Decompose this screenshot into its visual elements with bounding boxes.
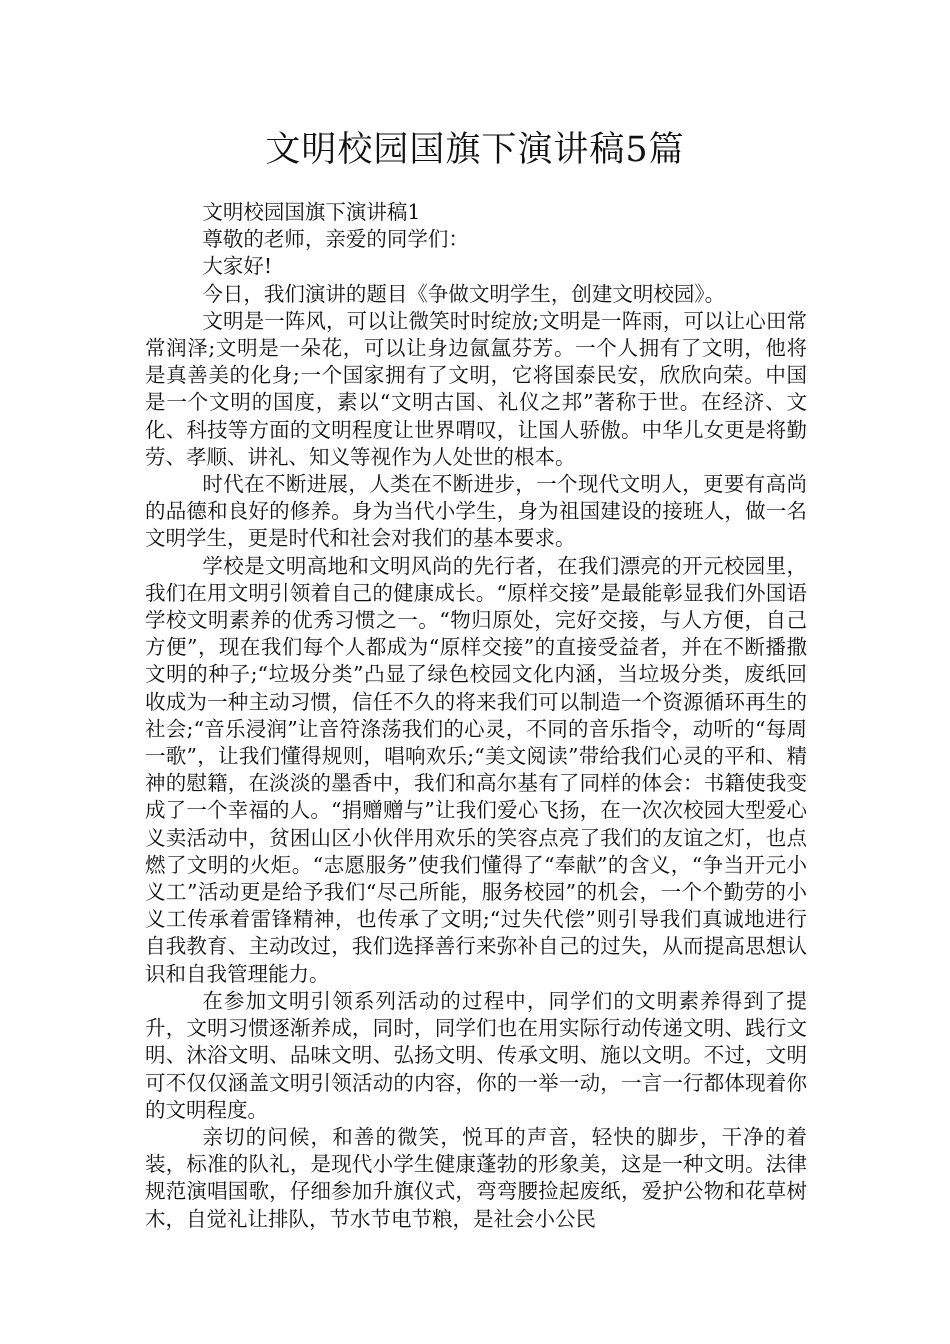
body-paragraph: 学校是文明高地和文明风尚的先行者，在我们漂亮的开元校园里，我们在用文明引领着自己的健康成长。“原样交接”是最能彰显我们外国语学校文明素养的优秀习惯之一。“物归原处，完好交接，与人方便，自己方便”，现在我们每个人都成为“原样交接”的直接受益者，并在不断播撒文明的种子;“垃圾分类”凸显了绿色校园文化内涵，当垃圾分类，废纸回收成为一种主动习惯，信任不久的将来我们可以制造一个资源循环再生的社会;“音乐浸润”让音符涤荡我们的心灵，不同的音乐指令，动听的“每周一歌”，让我们懂得规则，唱响欢乐;“美文阅读”带给我们心灵的平和、精神的慰籍，在淡淡的墨香中，我们和高尔基有了同样的体会：书籍使我变成了一个幸福的人。“捐赠赠与”让我们爱心飞扬，在一次次校园大型爱心义卖活动中，贫困山区小伙伴用欢乐的笑容点亮了我们的友谊之灯，也点燃了文明的火炬。“志愿服务”使我们懂得了“奉献”的含义，“争当开元小义工”活动更是给予我们“尽己所能，服务校园”的机会，一个个勤劳的小义工传承着雷锋精神，也传承了文明;“过失代偿”则引导我们真诚地进行自我教育、主动改过，我们选择善行来弥补自己的过失，从而提高思想认识和自我管理能力。 [145, 553, 807, 986]
greeting: 大家好! [202, 254, 273, 279]
speech-topic: 今日，我们演讲的题目《争做文明学生，创建文明校园》。 [202, 281, 726, 306]
body-paragraph: 在参加文明引领系列活动的过程中，同学们的文明素养得到了提升，文明习惯逐渐养成，同时，同学们也在用实际行动传递文明、践行文明、沐浴文明、品味文明、弘扬文明、传承文明、施以文明。不过，文明可不仅仅涵盖文明引领活动的内容，你的一举一动，一言一行都体现着你的文明程度。 [145, 988, 807, 1122]
document-body [145, 199, 807, 1233]
salutation: 尊敬的老师，亲爱的同学们： [202, 227, 469, 252]
body-paragraph: 时代在不断进展，人类在不断进步，一个现代文明人，更要有高尚的品德和良好的修养。身为当代小学生，身为祖国建设的接班人，做一名文明学生，更是时代和社会对我们的基本要求。 [145, 472, 807, 551]
document-title: 文明校园国旗下演讲稿5篇 [265, 130, 685, 170]
speech-heading: 文明校园国旗下演讲稿1 [202, 200, 421, 224]
body-paragraph: 亲切的问候，和善的微笑，悦耳的声音，轻快的脚步，干净的着装，标准的队礼，是现代小学生健康蓬勃的形象美，这是一种文明。法律规范演唱国歌，仔细参加升旗仪式，弯弯腰捡起废纸，爱护公物和花草树木，自觉礼让排队，节水节电节粮，是社会小公民 [145, 1124, 807, 1231]
body-paragraph: 文明是一阵风，可以让微笑时时绽放;文明是一阵雨，可以让心田常常润泽;文明是一朵花，可以让身边氤氲芬芳。一个人拥有了文明，他将是真善美的化身;一个国家拥有了文明，它将国泰民安，欣欣向荣。中国是一个文明的国度，素以“文明古国、礼仪之邦”著称于世。在经济、文化、科技等方面的文明程度让世界喟叹，让国人骄傲。中华儿女更是将勤劳、孝顺、讲礼、知义等视作为人处世的根本。 [145, 308, 807, 469]
